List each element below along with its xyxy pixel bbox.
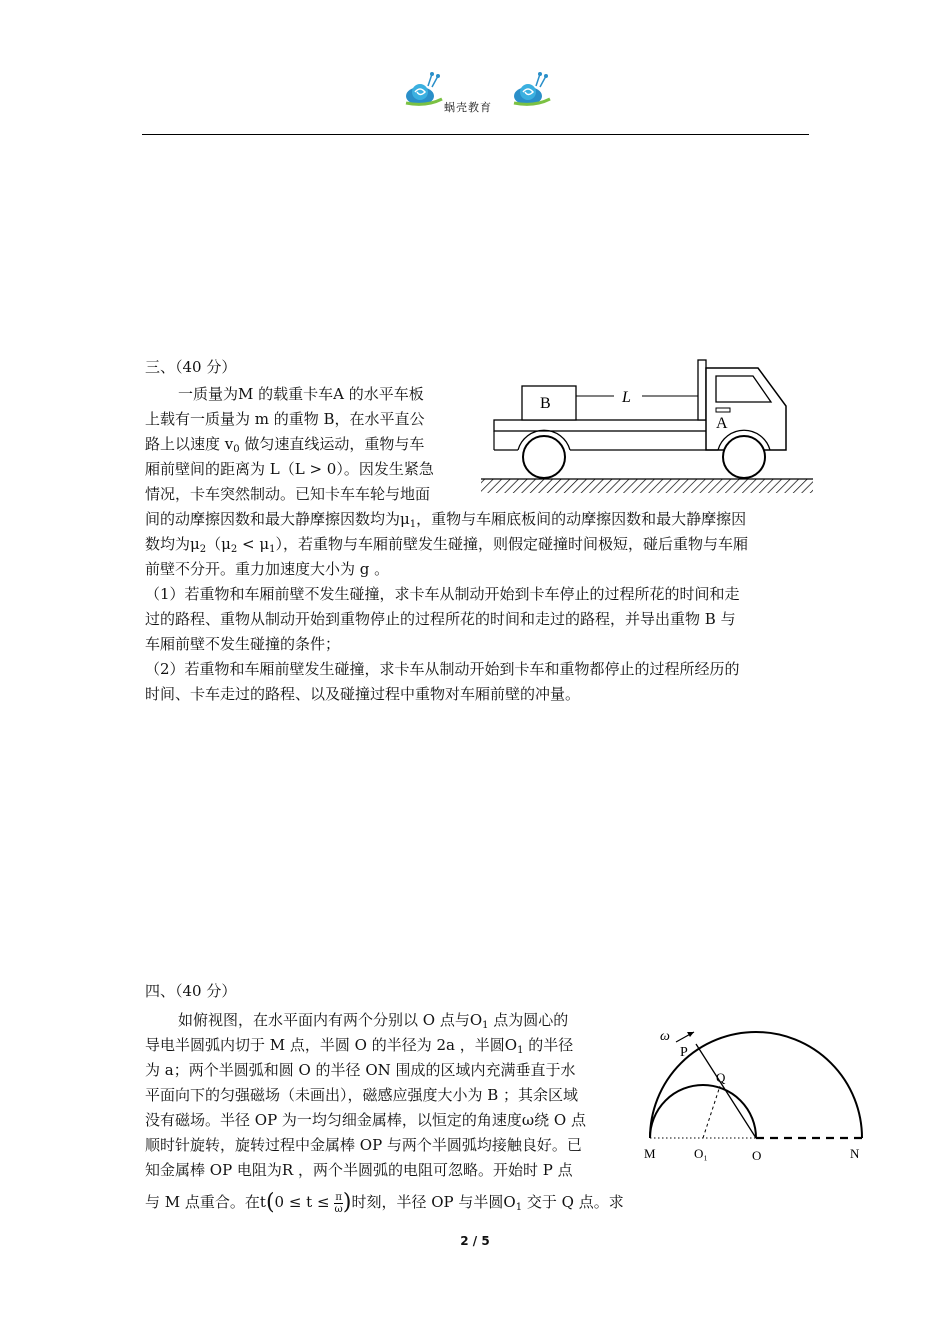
q3-line-2: 上载有一质量为 m 的重物 B，在水平直公 — [145, 410, 425, 428]
q3-line-7-mid: （μ — [206, 535, 231, 553]
q3-line-7-lt: < μ — [237, 535, 270, 553]
o1-subscript-c: 1 — [515, 1202, 523, 1213]
truck-diagram — [478, 358, 818, 498]
q4-line-7: 知金属棒 OP 电阻为R ，两个半圆弧的电阻可忽略。开始时 P 点 — [145, 1161, 573, 1179]
q3-line-6-tail: ，重物与车厢底板间的动摩擦因数和最大静摩擦因 — [416, 510, 747, 528]
front-wheel — [723, 436, 765, 478]
semicircle-figure — [636, 1024, 866, 1168]
q4-line-8: 与 M 点重合。在t(0 ≤ t ≤ $\frac{\pi}{\omega}$ )时刻，半径 OP 与半圆$O_1$ 交于 Q 点。求 — [145, 1190, 624, 1215]
logo-text: 蜗壳教育 — [444, 101, 492, 114]
ground-hatch — [481, 479, 813, 493]
q4-line-2-head: 导电半圆弧内切于 M 点，半圆 O 的半径为 2a ，半圆O — [145, 1036, 518, 1054]
mu2-subscript: 2 — [199, 544, 207, 555]
q4-line-1-tail: 点为圆心的 — [488, 1011, 569, 1029]
point-o-label: O — [752, 1148, 762, 1163]
q3-line-3-tail: 做匀速直线运动，重物与车 — [239, 435, 425, 453]
q3-part-1-line-1: （1）若重物和车厢前壁不发生碰撞，求卡车从制动开始到卡车停止的过程所花的时间和走 — [145, 585, 740, 603]
small-semicircle — [650, 1085, 756, 1138]
pi-over-omega-fraction — [334, 1192, 343, 1215]
v0-subscript: 0 — [233, 444, 240, 455]
q3-line-5: 情况，卡车突然制动。已知卡车车轮与地面 — [145, 485, 431, 503]
point-m-label: M — [644, 1146, 656, 1161]
q3-part-2-line-1: （2）若重物和车厢前壁发生碰撞，求卡车从制动开始到卡车和重物都停止的过程所经历的 — [145, 660, 740, 678]
o1-q-dashed — [703, 1086, 720, 1138]
q3-title: 三、（40 分） — [145, 358, 237, 376]
q4-line-3: 为 a；两个半圆弧和圆 O 的半径 ON 围成的区域内充满垂直于水 — [145, 1061, 576, 1079]
q4-line-5: 没有磁场。半径 OP 为一均匀细金属棒，以恒定的角速度ω绕 O 点 — [145, 1111, 586, 1129]
q4-line-8-end: 交于 Q 点。求 — [522, 1193, 624, 1211]
point-q-label: Q — [716, 1070, 726, 1085]
mu1-subscript-b: 1 — [269, 544, 276, 555]
front-wall — [698, 360, 706, 420]
q4-line-4: 平面向下的匀强磁场（未画出），磁感应强度大小为 B ；其余区域 — [145, 1086, 579, 1104]
omega-arrowhead-icon — [687, 1032, 694, 1037]
q4-line-6: 顺时针旋转，旋转过程中金属棒 OP 与两个半圆弧均接触良好。已 — [145, 1136, 582, 1154]
flatbed — [494, 420, 717, 431]
q4-line-8-tail: 时刻，半径 OP 与半圆O — [351, 1193, 516, 1211]
q3-part-2-line-2: 时间、卡车走过的路程、以及碰撞过程中重物对车厢前壁的冲量。 — [145, 685, 581, 703]
mu2-subscript-b: 2 — [230, 544, 238, 555]
q4-line-2-tail: 的半径 — [523, 1036, 574, 1054]
rear-wheel — [523, 436, 565, 478]
q4-title: 四、（40 分） — [145, 982, 237, 1000]
time-range: 0 ≤ t ≤ — [274, 1193, 335, 1211]
q3-line-1: 一质量为M 的载重卡车A 的水平车板 — [178, 385, 424, 403]
point-p-label: P — [680, 1045, 688, 1060]
q3-part-1-line-2: 过的路程、重物从制动开始到重物停止的过程所花的时间和走过的路程，并导出重物 B 与 — [145, 610, 736, 628]
box-b-label: B — [540, 395, 551, 412]
q3-line-7-tail: ），若重物与车厢前壁发生碰撞，则假定碰撞时间极短，碰后重物与车厢 — [275, 535, 748, 553]
door-handle — [716, 408, 730, 412]
q3-line-4: 厢前壁间的距离为 L（L > 0）。因发生紧急 — [145, 460, 434, 478]
q4-line-8-head: 与 M 点重合。在t — [145, 1193, 266, 1211]
semicircle-diagram — [636, 1024, 866, 1164]
o1-subscript: 1 — [482, 1020, 489, 1031]
mu1-subscript: 1 — [409, 519, 417, 530]
point-n-label: N — [850, 1146, 860, 1161]
q4-line-1-head: 如俯视图，在水平面内有两个分别以 O 点与O — [178, 1011, 483, 1029]
header-divider — [142, 134, 809, 135]
q3-line-8: 前壁不分开。重力加速度大小为 g 。 — [145, 560, 390, 578]
q3-part-1-line-3: 车厢前壁不发生碰撞的条件； — [145, 635, 341, 653]
page-number: 2 / 5 — [460, 1234, 490, 1248]
q3-line-7-head: 数均为μ — [145, 535, 200, 553]
q3-line-3-head: 路上以速度 v — [145, 435, 234, 453]
radius-op — [696, 1044, 756, 1138]
omega-label: ω — [660, 1029, 670, 1044]
fraction-numerator: π — [335, 1191, 342, 1203]
distance-label: L — [622, 389, 631, 406]
o1-subscript-b: 1 — [517, 1045, 524, 1056]
point-o1-label: O₁ — [694, 1146, 708, 1161]
fraction-denominator: ω — [334, 1203, 343, 1215]
truck-label: A — [716, 415, 728, 432]
truck-figure — [478, 358, 818, 502]
q3-line-6-head: 间的动摩擦因数和最大静摩擦因数均为μ — [145, 510, 410, 528]
